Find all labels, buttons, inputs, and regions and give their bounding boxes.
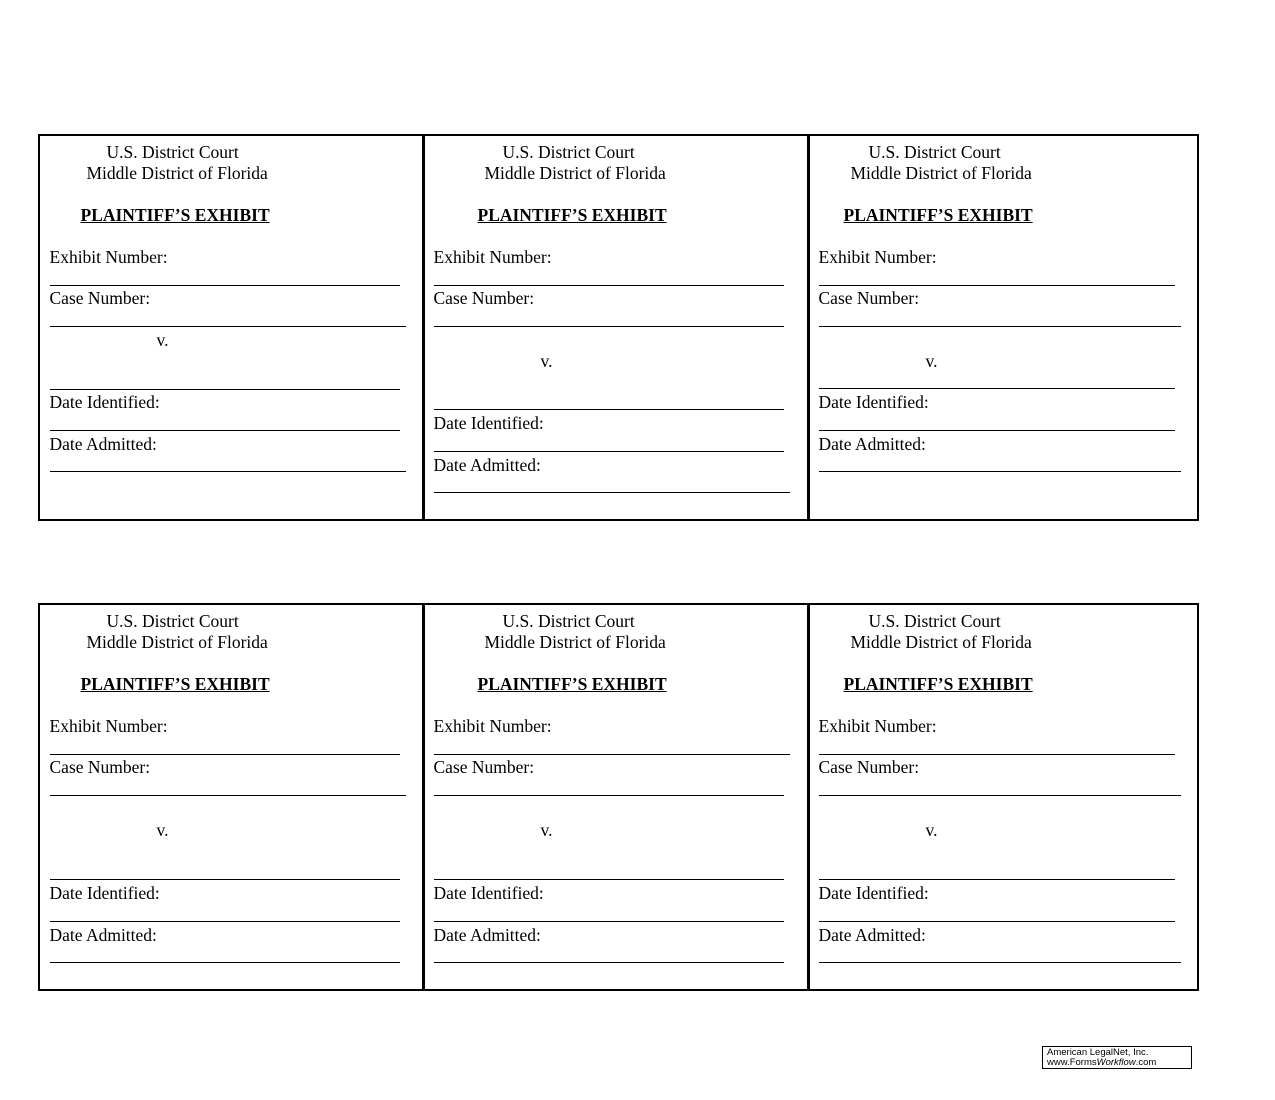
case-number-label: Case Number:	[433, 287, 535, 308]
website-italic: Workflow	[1096, 1057, 1136, 1068]
date-identified-label: Date Identified:	[433, 412, 544, 433]
court-name: U.S. District Court	[106, 610, 239, 631]
date-admitted-label: Date Admitted:	[818, 433, 926, 454]
party-line[interactable]	[434, 409, 784, 410]
exhibit-label	[808, 134, 1199, 521]
date-identified-label: Date Identified:	[49, 391, 160, 412]
exhibit-label	[38, 134, 424, 521]
versus-label: v.	[925, 350, 938, 371]
date-identified-line[interactable]	[434, 921, 784, 922]
exhibit-title: PLAINTIFF’S EXHIBIT	[843, 204, 1033, 225]
date-admitted-label: Date Admitted:	[818, 924, 926, 945]
website-prefix: www.Forms	[1047, 1057, 1097, 1068]
date-admitted-label: Date Admitted:	[49, 433, 157, 454]
exhibit-number-label: Exhibit Number:	[49, 246, 168, 267]
exhibit-title: PLAINTIFF’S EXHIBIT	[843, 673, 1033, 694]
date-admitted-line[interactable]	[819, 962, 1181, 963]
exhibit-number-line[interactable]	[434, 754, 790, 755]
district-name: Middle District of Florida	[484, 162, 666, 183]
date-identified-label: Date Identified:	[433, 882, 544, 903]
exhibit-title: PLAINTIFF’S EXHIBIT	[477, 673, 667, 694]
versus-label: v.	[540, 819, 553, 840]
date-admitted-line[interactable]	[50, 471, 406, 472]
party-line[interactable]	[434, 879, 784, 880]
exhibit-label	[423, 603, 809, 991]
case-number-line[interactable]	[50, 326, 406, 327]
district-name: Middle District of Florida	[850, 162, 1032, 183]
court-name: U.S. District Court	[868, 141, 1001, 162]
exhibit-title: PLAINTIFF’S EXHIBIT	[80, 204, 270, 225]
versus-label: v.	[925, 819, 938, 840]
case-number-label: Case Number:	[49, 287, 151, 308]
exhibit-number-label: Exhibit Number:	[49, 715, 168, 736]
case-number-label: Case Number:	[433, 756, 535, 777]
exhibit-number-label: Exhibit Number:	[433, 246, 552, 267]
publisher-name: American LegalNet, Inc.	[1047, 1047, 1149, 1058]
exhibit-number-line[interactable]	[819, 285, 1175, 286]
party-line[interactable]	[50, 879, 400, 880]
date-identified-label: Date Identified:	[818, 882, 929, 903]
date-identified-line[interactable]	[434, 451, 784, 452]
exhibit-label	[423, 134, 809, 521]
date-admitted-label: Date Admitted:	[433, 924, 541, 945]
case-number-label: Case Number:	[49, 756, 151, 777]
case-number-line[interactable]	[819, 795, 1181, 796]
date-identified-label: Date Identified:	[818, 391, 929, 412]
district-name: Middle District of Florida	[86, 631, 268, 652]
party-line[interactable]	[50, 389, 400, 390]
exhibit-title: PLAINTIFF’S EXHIBIT	[477, 204, 667, 225]
case-number-label: Case Number:	[818, 287, 920, 308]
date-admitted-line[interactable]	[50, 962, 400, 963]
date-admitted-line[interactable]	[434, 492, 790, 493]
district-name: Middle District of Florida	[484, 631, 666, 652]
date-identified-line[interactable]	[819, 921, 1175, 922]
exhibit-number-line[interactable]	[434, 285, 784, 286]
date-identified-line[interactable]	[819, 430, 1175, 431]
party-line[interactable]	[819, 388, 1175, 389]
district-name: Middle District of Florida	[850, 631, 1032, 652]
date-admitted-label: Date Admitted:	[433, 454, 541, 475]
case-number-line[interactable]	[819, 326, 1181, 327]
exhibit-number-line[interactable]	[50, 754, 400, 755]
website-suffix: .com	[1135, 1057, 1157, 1068]
court-name: U.S. District Court	[502, 610, 635, 631]
court-name: U.S. District Court	[502, 141, 635, 162]
publisher-logo	[1042, 1046, 1192, 1069]
court-name: U.S. District Court	[868, 610, 1001, 631]
exhibit-label	[808, 603, 1199, 991]
date-admitted-label: Date Admitted:	[49, 924, 157, 945]
exhibit-title: PLAINTIFF’S EXHIBIT	[80, 673, 270, 694]
versus-label: v.	[156, 329, 169, 350]
exhibit-number-line[interactable]	[50, 285, 400, 286]
versus-label: v.	[156, 819, 169, 840]
exhibit-number-label: Exhibit Number:	[818, 715, 937, 736]
party-line[interactable]	[819, 879, 1175, 880]
date-admitted-line[interactable]	[434, 962, 784, 963]
date-admitted-line[interactable]	[819, 471, 1181, 472]
case-number-line[interactable]	[434, 326, 784, 327]
case-number-line[interactable]	[434, 795, 784, 796]
publisher-website	[1047, 1058, 1187, 1068]
exhibit-number-label: Exhibit Number:	[818, 246, 937, 267]
date-identified-line[interactable]	[50, 430, 400, 431]
court-name: U.S. District Court	[106, 141, 239, 162]
date-identified-line[interactable]	[50, 921, 400, 922]
case-number-label: Case Number:	[818, 756, 920, 777]
date-identified-label: Date Identified:	[49, 882, 160, 903]
versus-label: v.	[540, 350, 553, 371]
exhibit-label	[38, 603, 424, 991]
case-number-line[interactable]	[50, 795, 406, 796]
exhibit-number-label: Exhibit Number:	[433, 715, 552, 736]
district-name: Middle District of Florida	[86, 162, 268, 183]
exhibit-number-line[interactable]	[819, 754, 1175, 755]
